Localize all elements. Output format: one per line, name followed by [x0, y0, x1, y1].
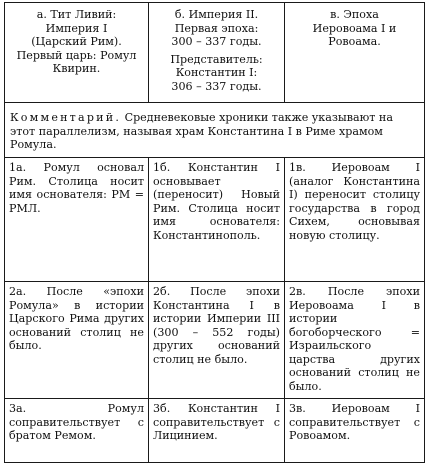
- header-cell-a: [5, 3, 149, 103]
- header-b-line: Представитель:: [170, 52, 263, 66]
- header-c-line: Ровоама.: [328, 35, 381, 49]
- cell-3c: 3в. Иеровоам I соправительствует с Ровоамом.: [285, 399, 425, 463]
- header-a-line: Квирин.: [52, 62, 101, 76]
- header-b-line: Константин I:: [175, 66, 258, 80]
- comment-label: Комментарий.: [10, 111, 122, 124]
- header-a-line: (Царский Рим).: [31, 35, 122, 49]
- header-a-line: а. Тит Ливий:: [36, 8, 117, 21]
- cell-2c: 2в. После эпохи Иеровоама I в истории богоборческого = Израильского царства других оснований столиц не было.: [285, 282, 425, 399]
- parallels-table: [4, 2, 425, 463]
- header-row: [5, 3, 425, 103]
- cell-3a: 3а. Ромул соправительствует с братом Ремом.: [5, 399, 149, 463]
- cell-3b: 3б. Константин I соправительствует с Лицинием.: [149, 399, 285, 463]
- cell-2b: 2б. После эпохи Константина I в истории Империи III (300 – 552 годы) других оснований столиц не было.: [149, 282, 285, 399]
- table-row: [5, 399, 425, 463]
- comment-text: Средневековые хроники также указывают на этот параллелизм, называя храм Константина I в Риме храмом Ромула.: [10, 111, 393, 152]
- header-c-line: в. Эпоха: [330, 8, 379, 21]
- cell-1c: 1в. Иеровоам I (аналог Константина I) переносит столицу государства в город Сихем, основывая новую столицу.: [285, 158, 425, 282]
- table-row: [5, 282, 425, 399]
- header-cell-b: [149, 3, 285, 103]
- header-b-line: 300 – 337 годы.: [171, 35, 262, 49]
- header-b-line: 306 – 337 годы.: [171, 79, 262, 93]
- cell-1b: 1б. Константин I основывает (переносит) Новый Рим. Столица носит имя основателя: Константинополь.: [149, 158, 285, 282]
- table-row: [5, 158, 425, 282]
- header-b-line: Первая эпоха:: [174, 21, 259, 35]
- header-a-line: Империя I: [45, 21, 108, 35]
- header-c-line: Иеровоама I и: [312, 21, 397, 35]
- cell-2a: 2а. После «эпохи Ромула» в истории Царского Рима других оснований столиц не было.: [5, 282, 149, 399]
- header-cell-c: [285, 3, 425, 103]
- cell-1a: 1а. Ромул основал Рим. Столица носит имя основателя: РМ = РМЛ.: [5, 158, 149, 282]
- header-a-line: Первый царь: Ромул: [16, 48, 137, 62]
- comment-cell: [5, 103, 425, 158]
- comment-row: [5, 103, 425, 158]
- header-b-line: б. Империя II.: [174, 8, 259, 21]
